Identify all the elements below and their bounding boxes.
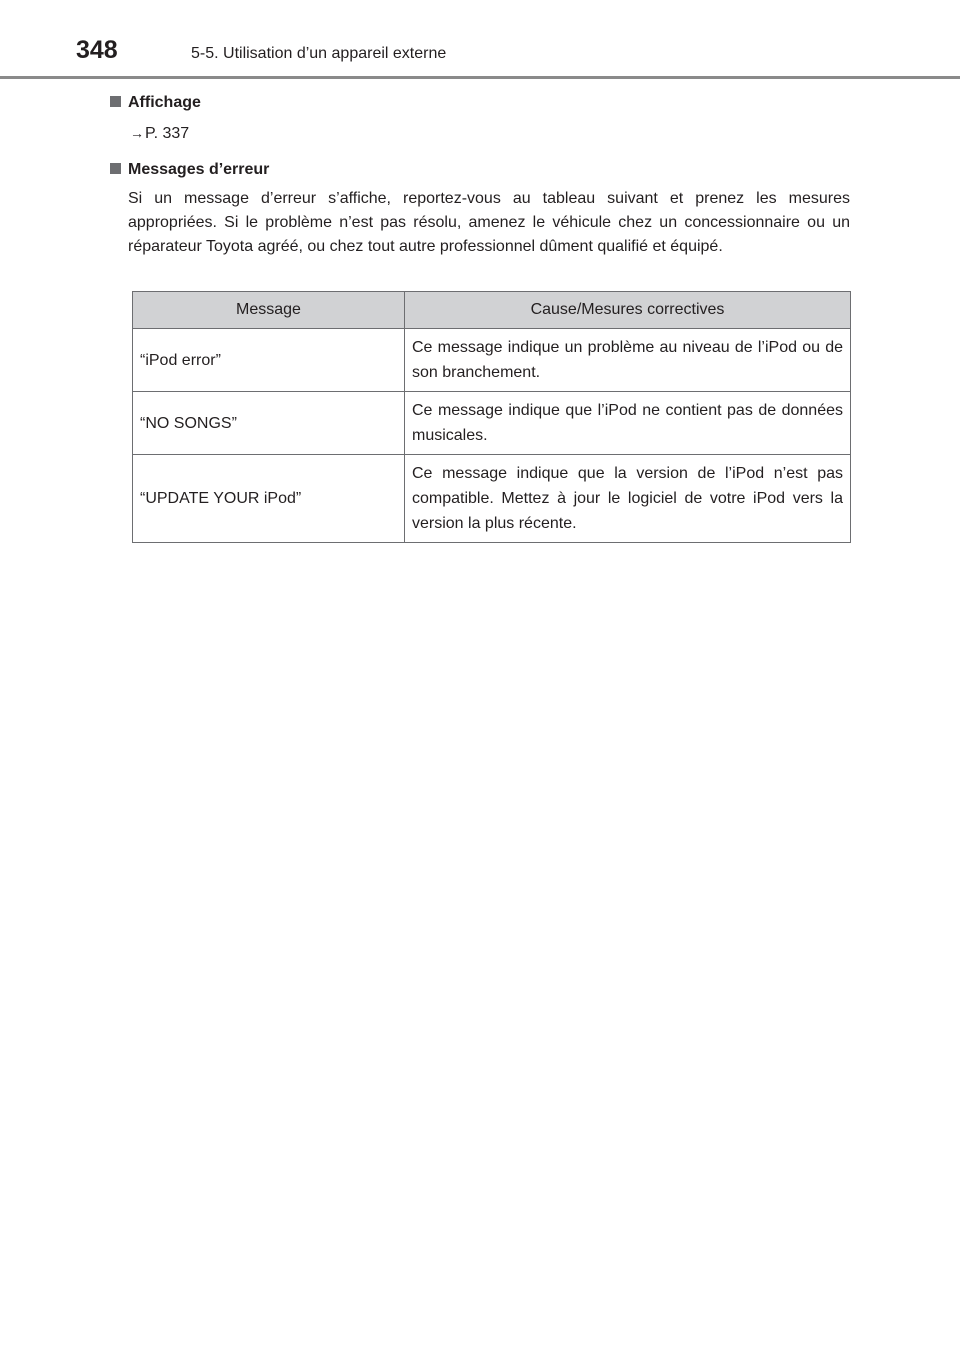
page-reference-text: P. 337 bbox=[145, 125, 190, 142]
square-bullet-icon bbox=[110, 163, 121, 174]
square-bullet-icon bbox=[110, 96, 121, 107]
page-number: 348 bbox=[76, 36, 118, 64]
page-reference bbox=[130, 122, 850, 145]
heading-messages-erreur bbox=[110, 159, 850, 181]
error-messages-table bbox=[132, 291, 851, 543]
intro-paragraph: Si un message d’erreur s’affiche, reportez-vous au tableau suivant et prenez les mesures appropriées. Si le problème n’est pas résolu, amenez le véhicule chez un concessionnaire ou un réparateur Toyota agréé, ou chez tout autre professionnel dûment qualifié et équipé. bbox=[128, 190, 850, 255]
header-rule bbox=[0, 76, 960, 79]
message-cell: “iPod error” bbox=[133, 329, 405, 392]
table-row bbox=[133, 455, 851, 543]
cause-cell: Ce message indique que l’iPod ne contient pas de données musicales. bbox=[405, 392, 851, 455]
heading-affichage-text: Affichage bbox=[128, 94, 201, 111]
table-header-row bbox=[133, 292, 851, 329]
column-header-cause: Cause/Mesures correctives bbox=[405, 292, 851, 329]
heading-affichage bbox=[110, 92, 850, 114]
message-cell: “UPDATE YOUR iPod” bbox=[133, 455, 405, 543]
cause-cell: Ce message indique un problème au niveau de l’iPod ou de son branchement. bbox=[405, 329, 851, 392]
table-row bbox=[133, 329, 851, 392]
table-row bbox=[133, 392, 851, 455]
cause-cell: Ce message indique que la version de l’iPod n’est pas compatible. Mettez à jour le logiciel de votre iPod vers la version la plus récente. bbox=[405, 455, 851, 543]
message-cell: “NO SONGS” bbox=[133, 392, 405, 455]
arrow-right-icon: → bbox=[130, 125, 144, 141]
column-header-message: Message bbox=[133, 292, 405, 329]
page-header bbox=[0, 0, 960, 80]
heading-messages-erreur-text: Messages d’erreur bbox=[128, 161, 270, 178]
section-title: 5-5. Utilisation d’un appareil externe bbox=[191, 45, 447, 62]
main-content bbox=[110, 92, 850, 259]
